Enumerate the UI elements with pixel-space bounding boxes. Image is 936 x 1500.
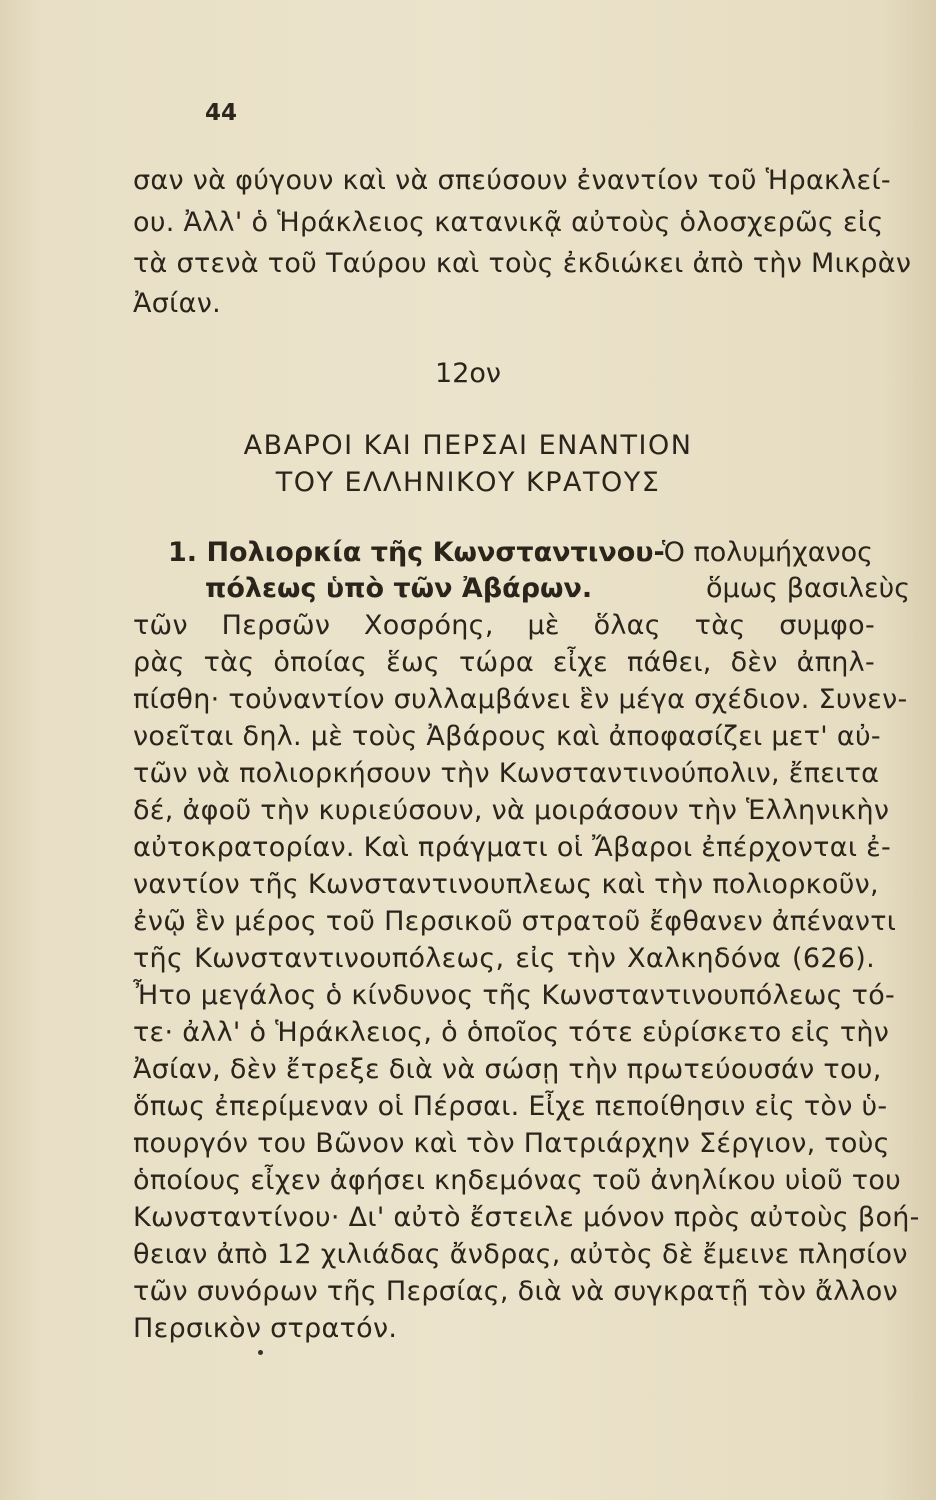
body-line: ὅπως ἐπερίμεναν οἱ Πέρσαι. Εἶχε πεποίθησιν εἰς τὸν ὑ- (133, 1091, 888, 1122)
body-line: Ἀσίαν, δὲν ἔτρεξε διὰ νὰ σώσῃ τὴν πρωτεύουσάν του, (133, 1054, 882, 1085)
intro-line: ου. Ἀλλ' ὁ Ἡράκλειος κατανικᾷ αὐτοὺς ὁλοσχερῶς εἰς (133, 207, 884, 238)
section-side-text-1: Ὁ πολυμήχανος (662, 537, 873, 568)
body-line: Περσικὸν στρατόν. (133, 1313, 398, 1344)
body-line: δέ, ἀφοῦ τὴν κυριεύσουν, νὰ μοιράσουν τὴν Ἑλληνικὴν (133, 795, 890, 826)
body-line: ρὰς τὰς ὁποίας ἕως τώρα εἶχε πάθει, δὲν ἀπηλ- (133, 647, 875, 678)
page-number: 44 (205, 100, 238, 126)
body-line: αὐτοκρατορίαν. Καὶ πράγματι οἱ Ἄβαροι ἐπέρχονται ἐ- (133, 832, 892, 863)
body-line: τῶν Περσῶν Χοσρόης, μὲ ὅλας τὰς συμφο- (133, 610, 875, 641)
intro-line: σαν νὰ φύγουν καὶ νὰ σπεύσουν ἐναντίον τοῦ Ἡρακλεί- (133, 165, 891, 196)
section-side-text-2: ὅμως βασιλεὺς (706, 573, 911, 604)
section-heading-line-1: 1. Πολιορκία τῆς Κωνσταντινου- (168, 537, 665, 568)
chapter-title-line-1: ΑΒΑΡΟΙ ΚΑΙ ΠΕΡΣΑΙ ΕΝΑΝΤΙΟΝ (243, 430, 693, 461)
intro-line: τὰ στενὰ τοῦ Ταύρου καὶ τοὺς ἐκδιώκει ἀπὸ τὴν Μικρὰν (133, 248, 912, 279)
body-line: τῆς Κωνσταντινουπόλεως, εἰς τὴν Χαλκηδόνα (626). (133, 943, 875, 974)
chapter-number: 12ον (435, 358, 501, 389)
body-line: Κωνσταντίνου· Δι' αὐτὸ ἔστειλε μόνον πρὸς αὐτοὺς βοή- (133, 1202, 920, 1233)
body-line: ἐνῷ ἓν μέρος τοῦ Περσικοῦ στρατοῦ ἔφθανεν ἀπέναντι (133, 906, 897, 937)
body-line: ναντίον τῆς Κωνσταντινουπλεως καὶ τὴν πολιορκοῦν, (133, 869, 879, 900)
body-line: τῶν νὰ πολιορκήσουν τὴν Κωνσταντινούπολιν, ἔπειτα (133, 758, 880, 789)
chapter-title-line-2: ΤΟΥ ΕΛΛΗΝΙΚΟΥ ΚΡΑΤΟΥΣ (275, 467, 661, 498)
intro-line: Ἀσίαν. (133, 288, 221, 319)
body-line: ὁποίους εἶχεν ἀφήσει κηδεμόνας τοῦ ἀνηλίκου υἱοῦ του (133, 1165, 902, 1196)
body-line: τε· ἀλλ' ὁ Ἡράκλειος, ὁ ὁποῖος τότε εὑρίσκετο εἰς τὴν (133, 1017, 890, 1048)
body-line: τῶν συνόρων τῆς Περσίας, διὰ νὰ συγκρατῇ τὸν ἄλλον (133, 1276, 898, 1307)
body-line: νοεῖται δηλ. μὲ τοὺς Ἀβάρους καὶ ἀποφασίζει μετ' αὐ- (133, 721, 881, 752)
ink-speck (258, 1350, 263, 1355)
body-line: Ἦτο μεγάλος ὁ κίνδυνος τῆς Κωνσταντινουπόλεως τό- (133, 980, 896, 1011)
body-line: πουργόν του Βῶνον καὶ τὸν Πατριάρχην Σέργιον, τοὺς (133, 1128, 890, 1159)
section-heading-line-2: πόλεως ὑπὸ τῶν Ἀβάρων. (205, 573, 593, 604)
body-line: θειαν ἀπὸ 12 χιλιάδας ἄνδρας, αὐτὸς δὲ ἔμεινε πλησίον (133, 1239, 908, 1270)
body-line: πίσθη· τοὐναντίον συλλαμβάνει ἓν μέγα σχέδιον. Συνεν- (133, 684, 908, 715)
